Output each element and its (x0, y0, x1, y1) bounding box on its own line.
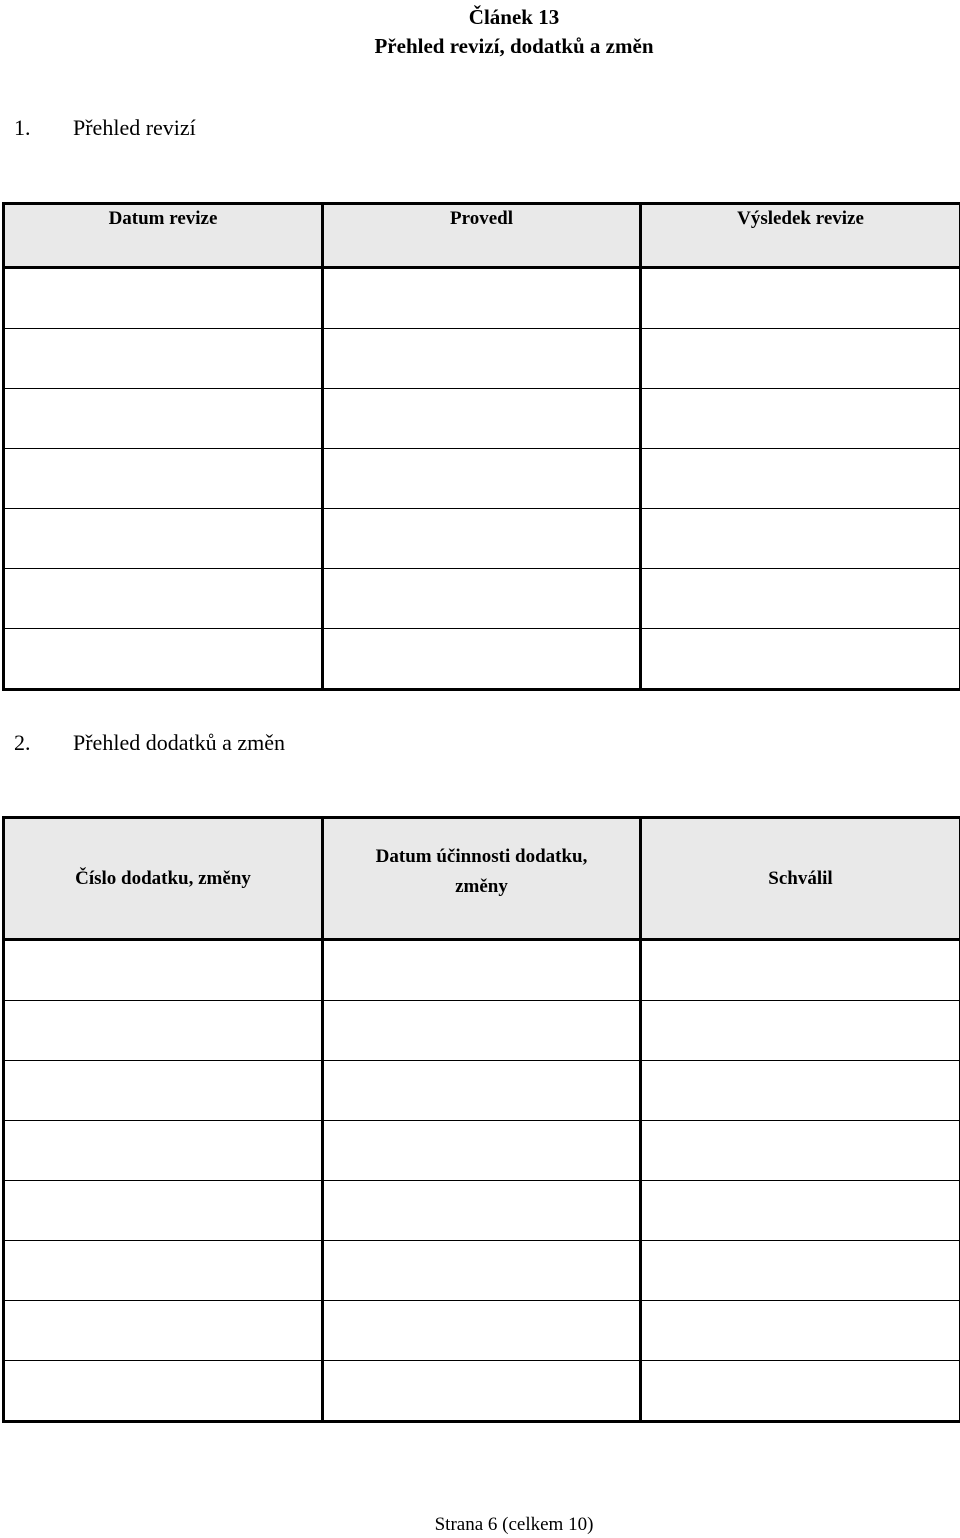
article-subtitle: Přehled revizí, dodatků a změn (374, 34, 654, 58)
section-heading-revisions (14, 114, 196, 142)
table-cell (323, 329, 641, 389)
column-header-effective-date-line1: Datum účinnosti dodatku, (375, 846, 588, 867)
section-heading-amendments (14, 729, 285, 757)
column-header-amendment-number: Číslo dodatku, změny (4, 818, 323, 940)
table-cell (641, 569, 960, 629)
column-header-performed-by: Provedl (323, 204, 641, 268)
table-cell (323, 1061, 641, 1121)
table-cell (4, 1121, 323, 1181)
table-cell (641, 940, 960, 1001)
table-header-row (4, 204, 960, 268)
table-cell (641, 1121, 960, 1181)
table-cell (323, 1001, 641, 1061)
table-cell (4, 1361, 323, 1422)
article-title: Článek 13 (468, 5, 560, 29)
table-cell (4, 268, 323, 329)
table-cell (4, 1301, 323, 1361)
table-cell (4, 940, 323, 1001)
table-row (4, 1181, 960, 1241)
table-cell (641, 268, 960, 329)
table-cell (641, 1001, 960, 1061)
table-row (4, 449, 960, 509)
table-cell (4, 1241, 323, 1301)
table-row (4, 268, 960, 329)
table-row (4, 569, 960, 629)
table-row (4, 329, 960, 389)
table-cell (641, 1301, 960, 1361)
column-header-effective-date-line2: změny (455, 876, 508, 897)
table-cell (4, 1181, 323, 1241)
column-header-revision-date: Datum revize (4, 204, 323, 268)
table-header-row (4, 818, 960, 940)
table-row (4, 389, 960, 449)
table-cell (323, 1181, 641, 1241)
table-cell (323, 1241, 641, 1301)
table-cell (323, 509, 641, 569)
table-row (4, 940, 960, 1001)
table-cell (641, 329, 960, 389)
table-cell (4, 329, 323, 389)
table-cell (641, 509, 960, 569)
table-cell (323, 268, 641, 329)
table-cell (323, 389, 641, 449)
table-cell (641, 1181, 960, 1241)
table-cell (323, 449, 641, 509)
table-row (4, 1121, 960, 1181)
table-row (4, 1001, 960, 1061)
section-title: Přehled revizí (73, 115, 196, 140)
page-number: Strana 6 (celkem 10) (434, 1514, 594, 1535)
table-cell (4, 509, 323, 569)
section-number: 1. (14, 115, 31, 140)
table-cell (641, 449, 960, 509)
table-row (4, 509, 960, 569)
table-row (4, 1301, 960, 1361)
table-cell (323, 1301, 641, 1361)
table-cell (323, 940, 641, 1001)
table-cell (323, 629, 641, 690)
table-cell (4, 1001, 323, 1061)
column-header-effective-date (323, 818, 641, 940)
table-cell (323, 1121, 641, 1181)
table-row (4, 1241, 960, 1301)
section-number: 2. (14, 730, 31, 755)
table-cell (641, 1061, 960, 1121)
table-cell (323, 1361, 641, 1422)
table-cell (4, 1061, 323, 1121)
table-row (4, 1061, 960, 1121)
revisions-table-body (4, 268, 960, 690)
amendments-table-body (4, 940, 960, 1422)
section-title: Přehled dodatků a změn (73, 730, 285, 755)
table-cell (4, 629, 323, 690)
column-header-revision-result: Výsledek revize (641, 204, 960, 268)
table-cell (641, 1361, 960, 1422)
table-cell (4, 449, 323, 509)
table-cell (323, 569, 641, 629)
column-header-approved-by: Schválil (641, 818, 960, 940)
table-cell (641, 1241, 960, 1301)
table-cell (641, 629, 960, 690)
table-row (4, 1361, 960, 1422)
table-cell (641, 389, 960, 449)
table-row (4, 629, 960, 690)
table-cell (4, 569, 323, 629)
table-cell (4, 389, 323, 449)
revisions-table (2, 202, 960, 691)
amendments-table (2, 816, 960, 1423)
